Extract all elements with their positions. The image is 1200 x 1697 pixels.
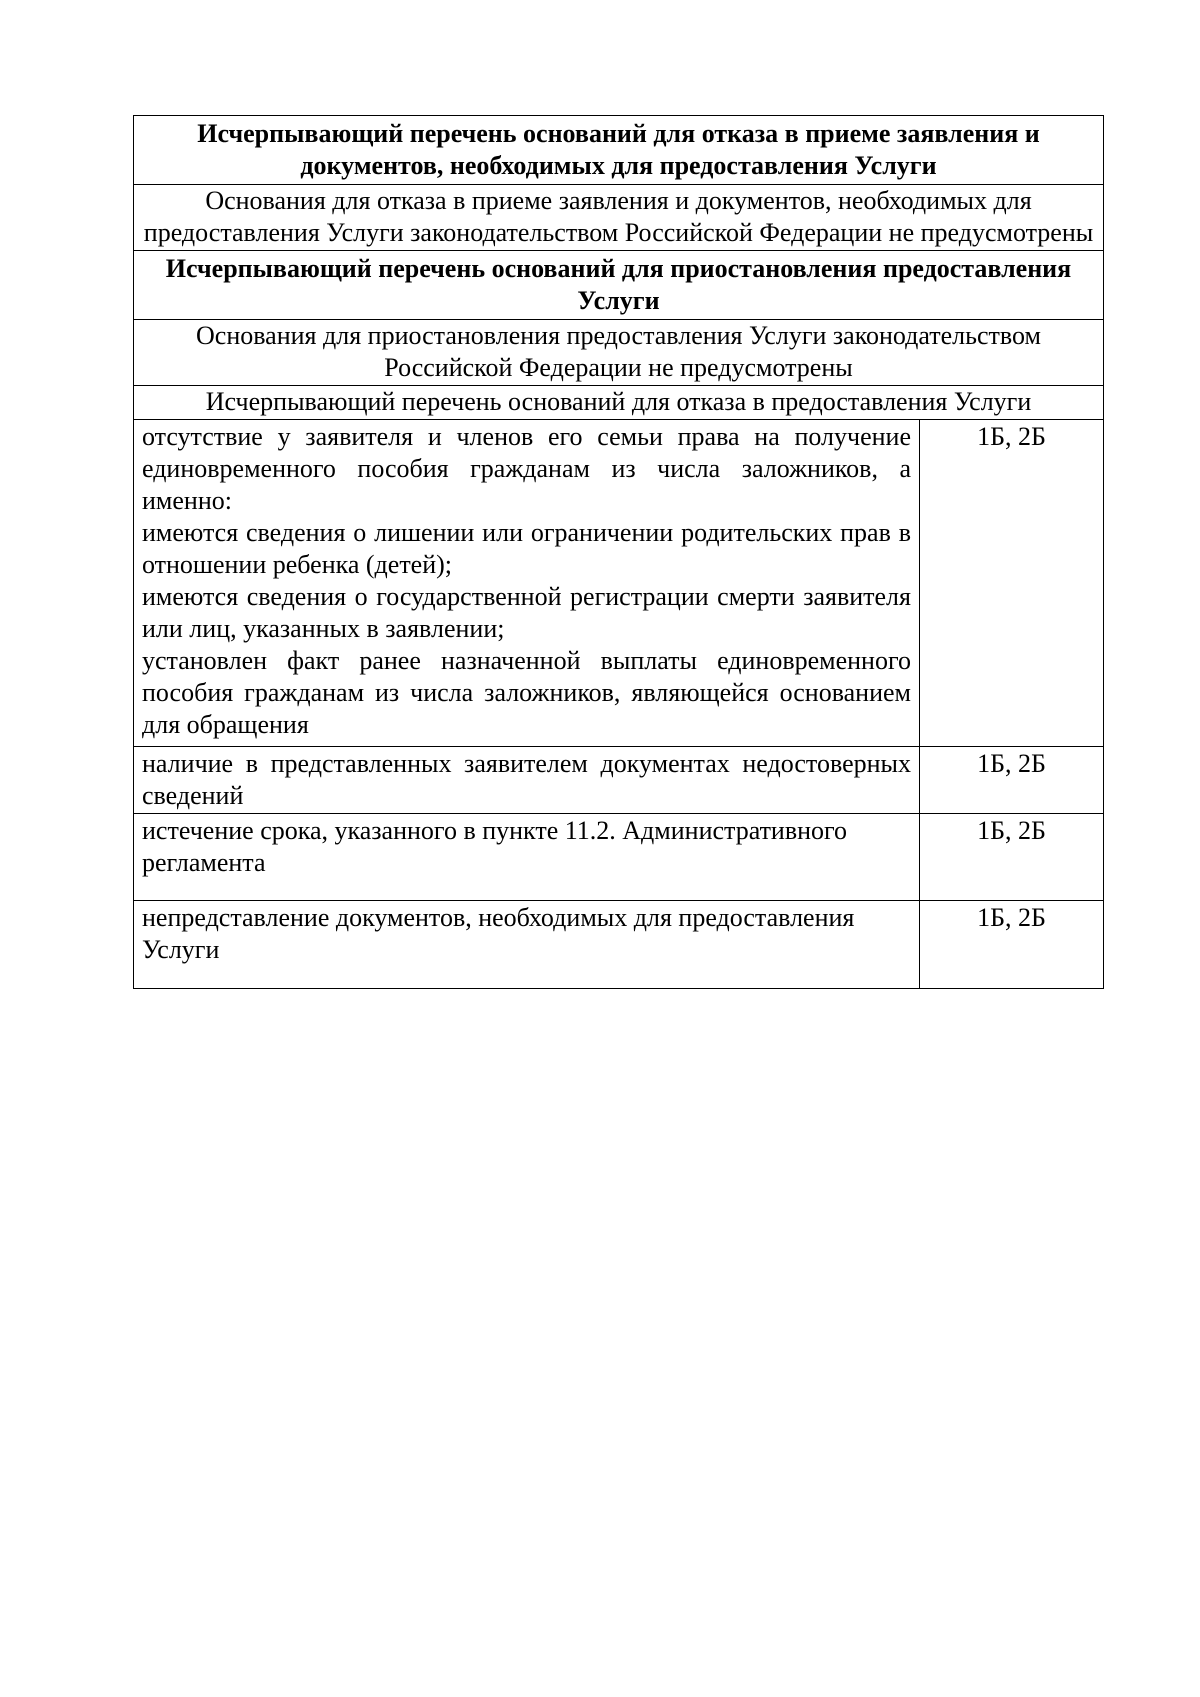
reason-paragraph: установлен факт ранее назначенной выплаты единовременного пособия гражданам из числа заложников, являющейся основанием для обращения xyxy=(142,646,911,739)
section1-heading: Исчерпывающий перечень оснований для отказа в приеме заявления и документов, необходимых для предоставления Услуги xyxy=(134,116,1104,185)
grounds-table xyxy=(133,115,1104,989)
section3-heading-row xyxy=(134,386,1104,420)
table-row xyxy=(134,901,1104,989)
table-row xyxy=(134,420,1104,747)
section2-heading: Исчерпывающий перечень оснований для приостановления предоставления Услуги xyxy=(134,251,1104,320)
reason-cell: истечение срока, указанного в пункте 11.2. Административного регламента xyxy=(134,814,920,901)
section2-heading-row xyxy=(134,251,1104,320)
section1-heading-row xyxy=(134,116,1104,185)
code-cell: 1Б, 2Б xyxy=(920,747,1104,814)
reason-paragraph: имеются сведения о государственной регистрации смерти заявителя или лиц, указанных в заявлении; xyxy=(142,582,911,643)
reason-paragraph: имеются сведения о лишении или ограничении родительских прав в отношении ребенка (детей); xyxy=(142,518,911,579)
table-row xyxy=(134,814,1104,901)
section1-text: Основания для отказа в приеме заявления и документов, необходимых для предоставления Услуги законодательством Российской Федерации не предусмотрены xyxy=(134,185,1104,251)
code-cell: 1Б, 2Б xyxy=(920,420,1104,747)
reason-paragraph: отсутствие у заявителя и членов его семьи права на получение единовременного пособия гражданам из числа заложников, а именно: xyxy=(142,422,911,515)
reason-cell: непредставление документов, необходимых для предоставления Услуги xyxy=(134,901,920,989)
section3-heading: Исчерпывающий перечень оснований для отказа в предоставления Услуги xyxy=(134,386,1104,420)
table-row xyxy=(134,747,1104,814)
reason-cell: наличие в представленных заявителем документах недостоверных сведений xyxy=(134,747,920,814)
code-cell: 1Б, 2Б xyxy=(920,814,1104,901)
reason-cell xyxy=(134,420,920,747)
section2-text: Основания для приостановления предоставления Услуги законодательством Российской Федерации не предусмотрены xyxy=(134,320,1104,386)
section2-text-row xyxy=(134,320,1104,386)
code-cell: 1Б, 2Б xyxy=(920,901,1104,989)
section1-text-row xyxy=(134,185,1104,251)
